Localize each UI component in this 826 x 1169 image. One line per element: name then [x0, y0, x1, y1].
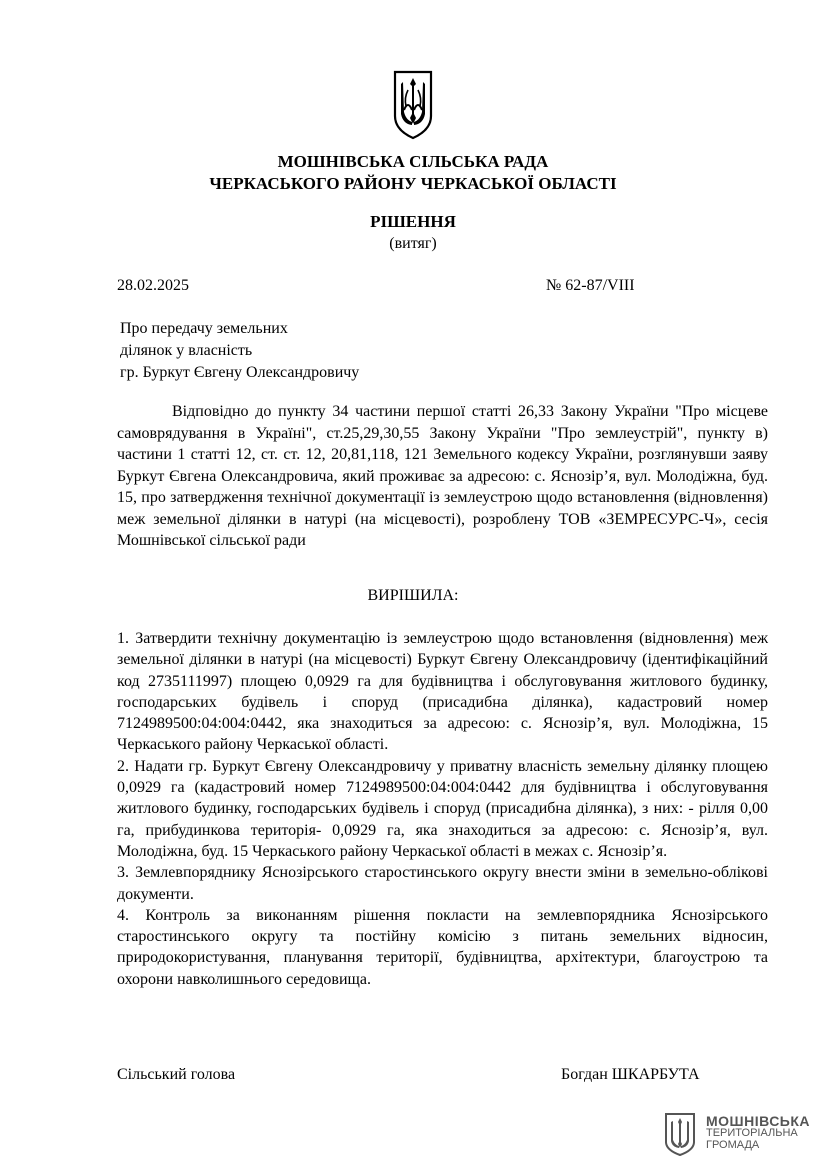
decision-item: 4. Контроль за виконанням рішення покласти на землевпорядника Яснозірського старостинського округу та постійну комісію з питань земельних відносин, природокористування, планування території, будівництва, архітектури, благоустрою та охорони навколишнього середовища. [117, 906, 768, 988]
preamble-paragraph: Відповідно до пункту 34 частини першої статті 26,33 Закону України "Про місцеве самоврядування в Україні", ст.25,29,30,55 Закону України "Про землеустрій", пункту в) частини 1 статті 12, ст. ст. 12, 20,81,118, 121 Земельного кодексу України, розглянувши заяву Буркут Євгена Олександровича, який проживає за адресою: с. Яснозір’я, вул. Молодіжна, буд. 15, про затвердження технічної документації із землеустрою щодо встановлення (відновлення) меж земельної ділянки в натурі (на місцевості), розроблену ТОВ «ЗЕМРЕСУРС-Ч», сесія Мошнівської сільської ради [117, 403, 768, 549]
subject-line: Про передачу земельних [120, 320, 288, 337]
decision-items [117, 628, 768, 990]
logo-line1: МОШНІВСЬКА [706, 1113, 811, 1129]
logo-line2: ТЕРИТОРІАЛЬНА [706, 1127, 798, 1139]
council-name: МОШНІВСЬКА СІЛЬСЬКА РАДА [277, 152, 549, 171]
document-subject [120, 318, 359, 384]
decision-item: 1. Затвердити технічну документацію із землеустрою щодо встановлення (відновлення) меж земельної ділянки в натурі (на місцевості) Буркут Євгену Олександровичу (ідентифікаційний код 2735111997) площею 0,0929 га для будівництва і обслуговування житлового будинку, господарських будівель і споруд (присадибна ділянка), кадастровий номер 7124989500:04:004:0442, яка знаходиться за адресою: с. Яснозір’я, вул. Молодіжна, 15 Черкаського району Черкаської області. [117, 630, 768, 754]
document-number: № 62-87/VIII [546, 277, 635, 294]
subject-line: гр. Буркут Євгену Олександровичу [120, 364, 360, 381]
logo-line3: ГРОМАДА [706, 1139, 760, 1151]
signature-name: Богдан ШКАРБУТА [561, 1066, 700, 1083]
document-title: РІШЕННЯ [370, 212, 456, 231]
document-subtitle: (витяг) [389, 235, 437, 252]
trident-logo-icon [664, 1112, 696, 1156]
decision-item: 2. Надати гр. Буркут Євгену Олександровичу у приватну власність земельну ділянку площею 0,0929 га (кадастровий номер 7124989500:04:004:0442 для будівництва і обслуговування житлового будинку, господарських будівель і споруд (присадибна ділянка), з них: - рілля 0,00 га, прибудинкова територія- 0,0929 га, яка знаходиться за адресою: с. Яснозір’я, вул. Молодіжна, буд. 15 Черкаського району Черкаської області в межах с. Яснозір’я. [117, 757, 768, 860]
community-logo [664, 1112, 814, 1160]
decided-heading: ВИРІШИЛА: [367, 587, 459, 604]
coat-of-arms-emblem [392, 70, 434, 145]
document-date: 28.02.2025 [117, 277, 189, 294]
signature-position: Сільський голова [117, 1066, 236, 1083]
subject-line: ділянок у власність [120, 342, 253, 359]
council-district: ЧЕРКАСЬКОГО РАЙОНУ ЧЕРКАСЬКОЇ ОБЛАСТІ [209, 174, 617, 193]
decision-item: 3. Землевпоряднику Яснозірського старостинського округу внести зміни в земельно-облікові документи. [117, 864, 768, 903]
